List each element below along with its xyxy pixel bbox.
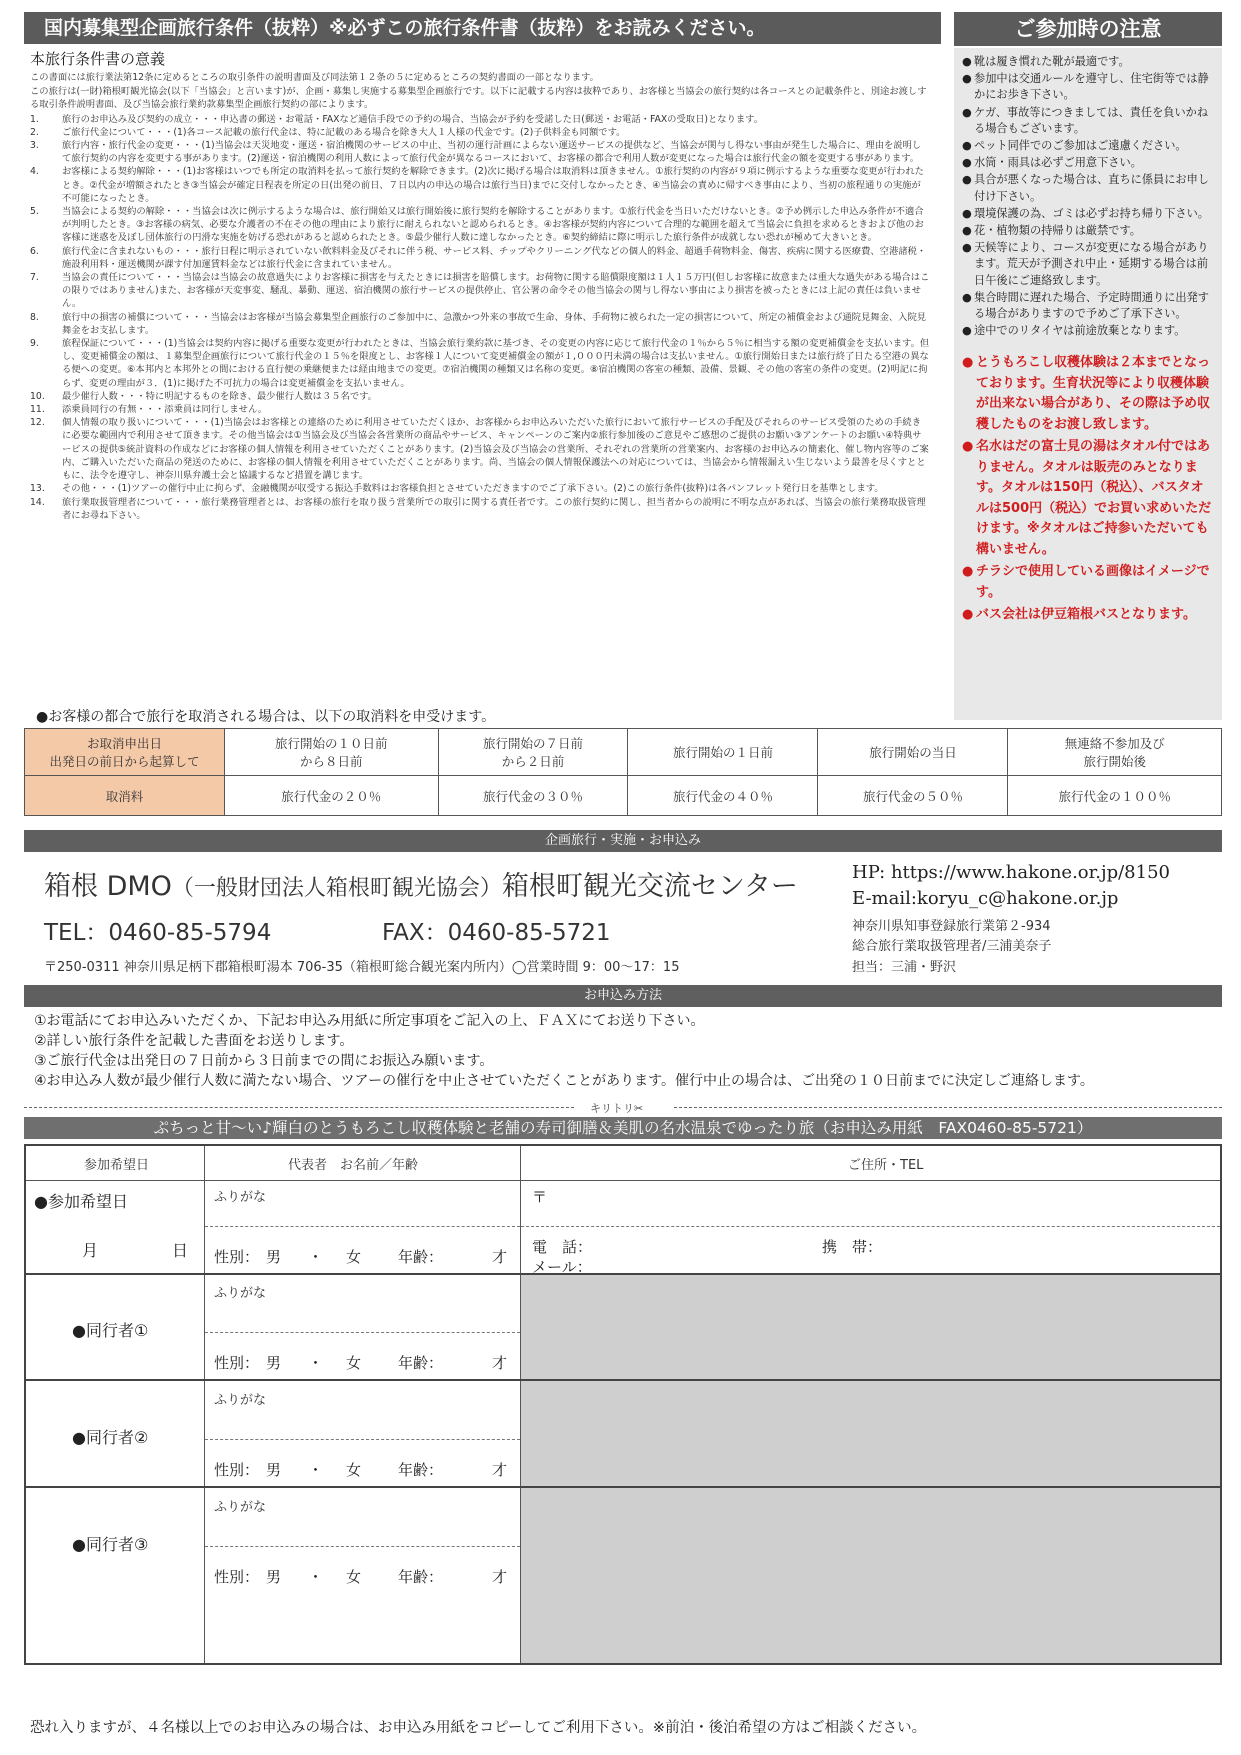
note-item [962, 155, 1216, 171]
address-blank [521, 1274, 1220, 1379]
email-label: メール： [532, 1258, 592, 1276]
cancel-period-cell [628, 729, 818, 776]
organizer-manager: 総合旅行業取扱管理者/三浦美奈子 [852, 939, 1052, 954]
terms-item-number: 2. [30, 126, 39, 138]
cut-line [24, 1100, 1222, 1114]
month-label: 月 [82, 1241, 99, 1260]
cancel-header-cell [25, 729, 225, 776]
terms-item [30, 139, 930, 165]
gender-female: 女 [346, 1354, 362, 1372]
gender-male: 男 [266, 1461, 282, 1479]
age-unit: 才 [492, 1461, 508, 1479]
age-unit: 才 [492, 1248, 508, 1266]
cancel-period: 旅行開始の７日前 [482, 736, 583, 751]
companion-label: ●同行者① [72, 1321, 149, 1340]
furigana-label: ふりがな [214, 1393, 267, 1408]
cancel-fee-cell: 旅行代金の２０％ [225, 776, 439, 816]
furigana-label: ふりがな [214, 1286, 267, 1301]
gender-separator: ・ [308, 1568, 324, 1586]
note-text: 靴は履き慣れた靴が最適です。 [974, 55, 1130, 68]
note-text: 水筒・雨具は必ずご用意下さい。 [974, 156, 1142, 170]
organizer-name [44, 864, 798, 903]
bullet-icon: ● [962, 355, 974, 371]
cancel-fee-label: 取消料 [25, 776, 225, 816]
terms-item [30, 245, 930, 271]
gender-label: 性別： [214, 1354, 260, 1372]
form-dashed-line [205, 1439, 520, 1440]
organizer-fax: FAX：0460-85-5721 [382, 920, 611, 946]
note-item [962, 138, 1216, 154]
address-blank [521, 1380, 1220, 1486]
method-bar: お申込み方法 [24, 985, 1222, 1007]
address-blank [521, 1487, 1220, 1663]
postal-mark: 〒 [532, 1188, 548, 1206]
form-divider [26, 1486, 1220, 1488]
terms-item [30, 482, 930, 495]
terms-item-text: その他・・・(1)ツアーの催行中止に拘らず、金融機関が収受する振込手数料はお客様負担とさせていただきますのでご了承下さい。(2)この旅行条件(抜粋)は各パンフレット発行日を基準とします。 [62, 483, 884, 495]
terms-item-text: 当協会による契約の解除・・・当協会は次に例示するような場合は、旅行開始又は旅行開始後に旅行契約を解除することがあります。①旅行代金を当日いただけないとき。②予め例示した申込み条件が不適合が判明したとき。③お客様の病気、必要な介護者の不在その他の理由により旅行に耐えられないと認められるとき。④お客様が契約内容について合理的な範囲を超えて当協会に負担を求めるときおよび他のお客様に迷惑を及ぼし団体旅行の円滑な実施を妨げる恐れがあると認められたとき。⑤最少催行人数に達しなかったとき。⑥契約締結に際に明示した旅行条件が成就しない恐れが極めて大きいとき。 [62, 206, 924, 244]
form-dashed-line [205, 1332, 520, 1333]
note-item [962, 240, 1216, 289]
form-divider [204, 1146, 205, 1663]
note-text: 天候等により、コースが変更になる場合があります。荒天が予測され中止・延期する場合は前日午後にご連絡致します。 [974, 241, 1209, 287]
companion-label: ●同行者③ [72, 1535, 149, 1554]
cancel-period: 旅行開始の１日前 [672, 745, 773, 760]
important-note-text: チラシで使用している画像はイメージです。 [976, 564, 1210, 600]
terms-item-number: 13. [30, 483, 45, 495]
day-label: 日 [172, 1241, 189, 1260]
terms-body [30, 50, 930, 680]
cancel-period: から８日前 [299, 754, 363, 769]
organizer-homepage: HP: https://www.hakone.or.jp/8150 [852, 862, 1170, 883]
terms-item-text: 旅行内容・旅行代金の変更・・・(1)当協会は天災地変・運送・宿泊機関のサービスの中止、当初の運行計画によらない運送サービスの提供など、当協会が関与し得ない事由が発生した場合に、理由を説明して旅行契約の内容を変更する事があります。(2)運送・宿泊機関の利用人数によって旅行代金が異なるコースにおいて、お客様の都合で利用人数が変更になった場合は旅行代金の額を変更する事があります。 [62, 140, 922, 165]
bullet-icon: ● [962, 156, 972, 170]
organizer-name-b: 箱根町観光交流センター [501, 871, 798, 902]
application-form [24, 1144, 1222, 1665]
important-note-item [962, 605, 1216, 626]
cancel-period: 旅行開始後 [1083, 754, 1146, 769]
organizer-registration: 神奈川県知事登録旅行業第２-934 [852, 919, 1051, 934]
method-item: ①お電話にてお申込みいただくか、下記お申込み用紙に所定事項をご記入の上、ＦＡＸにてお送り下さい。 [34, 1013, 705, 1029]
form-divider [26, 1273, 1220, 1275]
gender-male: 男 [266, 1354, 282, 1372]
important-note-text: バス会社は伊豆箱根バスとなります。 [976, 607, 1196, 623]
gender-separator: ・ [308, 1248, 324, 1266]
cancel-period-cell [225, 729, 439, 776]
bullet-icon: ● [962, 290, 972, 304]
organizer-tel: TEL：0460-85-5794 [44, 920, 272, 946]
age-label: 年齢： [398, 1568, 444, 1586]
terms-item-number: 10. [30, 390, 45, 402]
terms-item [30, 496, 930, 522]
phone-label: 電 話： [532, 1238, 593, 1256]
cut-dash [24, 1107, 574, 1108]
cancel-fee-cell: 旅行代金の１００％ [1008, 776, 1222, 816]
terms-item-number: 5. [30, 206, 39, 218]
age-unit: 才 [492, 1354, 508, 1372]
terms-item-text: ご旅行代金について・・・(1)各コース記載の旅行代金は、特に記載のある場合を除き大人１人様の代金です。(2)子供料金も同額です。 [62, 126, 626, 138]
gender-male: 男 [266, 1568, 282, 1586]
note-item [962, 71, 1216, 103]
method-item: ②詳しい旅行条件を記載した書面をお送りします。 [34, 1033, 354, 1049]
terms-item-text: お客様による契約解除・・・(1)お客様はいつでも所定の取消料を払って旅行契約を解除できます。(2)次に掲げる場合は取消料は頂きません。①旅行契約の内容が９項に例示するような重要な変更が行われたとき。②代金が増額されたとき③当協会が確定日程表を所定の日(出発の前日、７日以内の申込の場合は旅行当日)までに交付しなかったとき、④当協会の責めに帰すべき事由により、当初の旅程通りの実施が不可能になったとき。 [62, 166, 924, 204]
gender-female: 女 [346, 1461, 362, 1479]
note-item [962, 105, 1216, 137]
method-item: ③ご旅行代金は出発日の７日前から３日前までの間にお振込み願います。 [34, 1053, 494, 1069]
note-text: ケガ、事故等につきましては、責任を負いかねる場合もございます。 [974, 105, 1209, 135]
cut-label: キリトリ✂ [584, 1100, 649, 1116]
organizer-bar: 企画旅行・実施・お申込み [24, 830, 1222, 852]
furigana-label: ふりがな [214, 1190, 267, 1205]
bullet-icon: ● [962, 324, 972, 338]
notes-panel [954, 48, 1222, 720]
organizer-email: E-mail:koryu_c@hakone.or.jp [852, 888, 1119, 909]
terms-item [30, 416, 930, 482]
gender-separator: ・ [308, 1461, 324, 1479]
important-note-text: 名水はだの富士見の湯はタオル付ではありません。タオルは販売のみとなります。タオルは150円（税込）、バスタオルは500円（税込）でお買い求めいただけます。※タオルはご持参いただいても構いません。 [976, 439, 1212, 557]
important-notes [962, 353, 1216, 626]
terms-item-text: 当協会の責任について・・・当協会は当協会の故意過失によりお客様に損害を与えたときには損害を賠償します。お荷物に関する賠償限度額は１人１５万円(但しお客様に故意または重大な過失がある場合はこの限りではありません)また、お客様が天変事変、騒乱、暴動、運送、宿泊機関の旅行サービスの提供停止、官公署の命令その他当協会の関与し得ない事由により損害を被ったときには上記の責任は負いません。 [62, 272, 930, 310]
furigana-label: ふりがな [214, 1500, 267, 1515]
terms-item-number: 9. [30, 338, 39, 350]
terms-item-number: 12. [30, 417, 45, 429]
mobile-label: 携 帯： [822, 1238, 883, 1256]
form-col-address: ご住所・TEL [848, 1158, 924, 1173]
note-text: 集合時間に遅れた場合、予定時間通りに出発する場合がありますので予めご了承下さい。 [974, 290, 1209, 321]
gender-female: 女 [346, 1248, 362, 1266]
cancel-period-cell [1008, 729, 1222, 776]
note-item [962, 290, 1216, 322]
form-divider [26, 1180, 1220, 1181]
terms-item [30, 271, 930, 311]
form-col-name: 代表者 お名前／年齢 [288, 1158, 419, 1173]
form-col-date: 参加希望日 [84, 1158, 150, 1173]
terms-item-text: 旅行中の損害の補償について・・・当協会はお客様が当協会募集型企画旅行のご参加中に、急激かつ外来の事故で生命、身体、手荷物に被られた一定の損害について、所定の補償金および通院見舞金、入院見舞金をお支払します。 [62, 311, 927, 336]
bullet-icon: ● [962, 224, 972, 238]
note-text: ペット同伴でのご参加はご遠慮ください。 [974, 139, 1187, 153]
terms-item-text: 添乗員同行の有無・・・添乗員は同行しません。 [62, 404, 268, 416]
terms-item [30, 337, 930, 390]
bullet-icon: ● [962, 439, 974, 455]
age-label: 年齢： [398, 1461, 444, 1479]
note-item [962, 54, 1216, 70]
note-text: 途中でのリタイヤは前途放棄となります。 [974, 324, 1186, 338]
note-text: 参加中は交通ルールを遵守し、住宅街等では静かにお歩き下さい。 [974, 72, 1209, 102]
cancel-header-label: 出発日の前日から起算して [49, 754, 200, 769]
form-divider [520, 1146, 521, 1663]
terms-header: 国内募集型企画旅行条件（抜粋）※必ずこの旅行条件書（抜粋）をお読みください。 [24, 12, 941, 44]
cancel-period: 無連絡不参加及び [1064, 736, 1165, 751]
age-unit: 才 [492, 1568, 508, 1586]
note-item [962, 223, 1216, 239]
bullet-icon: ● [962, 173, 972, 187]
companion-label: ●同行者② [72, 1428, 149, 1447]
preferred-date-label: ●参加希望日 [34, 1192, 128, 1211]
method-item: ④お申込み人数が最少催行人数に満たない場合、ツアーの催行を中止させていただくことがあります。催行中止の場合は、ご出発の１０日前までに決定しご連絡します。 [34, 1073, 1094, 1089]
important-note-text: とうもろこし収穫体験は２本までとなっております。生育状況等により収穫体験が出来ない場合があり、その際は予め収穫したものをお渡し致します。 [976, 355, 1211, 432]
terms-item-text: 最少催行人数・・・特に明記するものを除き、最少催行人数は３５名です。 [62, 390, 377, 402]
age-label: 年齢： [398, 1354, 444, 1372]
terms-item [30, 126, 930, 139]
bullet-icon: ● [962, 55, 972, 68]
important-note-item [962, 437, 1216, 560]
form-dashed-line [521, 1226, 1220, 1227]
cancel-header-label: お取消申出日 [86, 736, 162, 751]
terms-item-number: 3. [30, 140, 39, 152]
terms-item [30, 403, 930, 416]
method-list [34, 1011, 1214, 1091]
notes-header: ご参加時の注意 [954, 12, 1222, 46]
note-text: 花・植物類の持帰りは厳禁です。 [974, 224, 1141, 238]
terms-item-text: 旅行代金に含まれないもの・・・旅行日程に明示されていない飲料料金及びそれに伴う税、サービス料、チップやクリーニング代などの個人的料金、超過手荷物料金、傷害、疾病に関する医療費、空港諸税・施設利用料・運送機関が課す付加運賃料金などは旅行代金に含まれていません。 [62, 245, 927, 270]
terms-item-text: 個人情報の取り扱いについて・・・(1)当協会はお客様との連絡のために利用させていただくほか、お客様からお申込みいただいた旅行において旅行サービスの手配及びそれらのサービス受領のための手続きに必要な範囲内で利用させて頂きます。その他当協会は①当協会及び当協会各営業所の商品やサービス、キャンペーンのご案内②旅行参加後のご意見やご感想のご提供のお願い③アンケートのお願い④特典サービスの提供⑤統計資料の作成などにお客様の個人情報を利用させていただくことがあります。(2)当協会及び当協会の営業所、それぞれの営業所の営業案内、お客様のお申込みの簡素化、催し物内容等のご案内、ご購入いただいた商品の発送のために、お客様の個人情報を利用させていただくことがあります。尚、当協会の個人情報保護法への対応については、当協会から情報漏えい生じないよう最善を尽くすとともに、法令を遵守し、神奈川県弁護士会と協議するなど措置を講じます。 [62, 417, 929, 482]
terms-item-number: 8. [30, 311, 39, 323]
note-item [962, 172, 1216, 204]
form-dashed-line [205, 1546, 520, 1547]
bullet-icon: ● [962, 105, 972, 119]
terms-item [30, 311, 930, 337]
note-text: 具合が悪くなった場合は、直ちに係員にお申し付け下さい。 [974, 173, 1209, 203]
footer-note: 恐れ入りますが、４名様以上でのお申込みの場合は、お申込み用紙をコピーしてご利用下さい。※前泊・後泊希望の方はご相談ください。 [30, 1720, 927, 1736]
terms-item-number: 14. [30, 496, 45, 508]
terms-item-number: 7. [30, 272, 39, 284]
cancel-fee-cell: 旅行代金の３０％ [438, 776, 628, 816]
organizer-staff: 担当：三浦・野沢 [852, 960, 957, 975]
form-title: ぷちっと甘〜い♪輝白のとうもろこし収穫体験と老舗の寿司御膳＆美肌の名水温泉でゆったり旅（お申込み用紙 FAX0460-85-5721） [24, 1117, 1222, 1139]
cancel-period: 旅行開始の当日 [869, 745, 957, 760]
note-item [962, 206, 1216, 222]
organizer-name-paren: （一般財団法人箱根町観光協会） [171, 876, 502, 901]
cancel-period-cell [818, 729, 1008, 776]
terms-item-number: 11. [30, 404, 45, 416]
organizer-name-a: 箱根 DMO [44, 871, 172, 902]
important-note-item [962, 353, 1216, 435]
terms-intro-line: この書面には旅行業法第12条に定めるところの取引条件の説明書面及び同法第１２条の５に定めるところの契約書面の一部となります。 [30, 72, 599, 83]
gender-label: 性別： [214, 1461, 260, 1479]
bullet-icon: ● [962, 139, 972, 153]
age-label: 年齢： [398, 1248, 444, 1266]
form-dashed-line [205, 1226, 520, 1227]
terms-intro-title: 本旅行条件書の意義 [30, 50, 166, 68]
terms-item-number: 1. [30, 113, 39, 125]
gender-label: 性別： [214, 1248, 260, 1266]
cancel-period-cell [438, 729, 628, 776]
terms-item [30, 165, 930, 205]
terms-item [30, 113, 930, 126]
terms-item-number: 6. [30, 245, 39, 257]
terms-item [30, 205, 930, 245]
table-row [25, 729, 1222, 776]
gender-label: 性別： [214, 1568, 260, 1586]
terms-item-text: 旅程保証について・・・(1)当協会は契約内容に掲げる重要な変更が行われたときは、当協会旅行業約款に基づき、その変更の内容に応じて旅行代金の１％から５％に相当する額の変更補償金を支払います。但し、変更補償金の額は、１募集型企画旅行について旅行代金の１５％を限度とし、お客様１人について変更補償金の額が１,０００円未満の場合は支払いません。①旅行開始日または旅行終了日たる空港の異なる便への変更。⑥本邦内と本邦外との間における直行便の乗継便または経由地までの変更。⑦宿泊機関の種類又は名称の変更。⑧宿泊機関の客室の種類、設備、景観、その他の客室の条件の変更。(2)明記に拘らず、変更の理由が３．(1)に掲げた不可抗力の場合は変更補償金を支払いません。 [62, 338, 930, 389]
terms-item-number: 4. [30, 166, 39, 178]
cancel-fee-cell: 旅行代金の５０％ [818, 776, 1008, 816]
note-item [962, 323, 1216, 339]
table-row [25, 776, 1222, 816]
bullet-icon: ● [962, 241, 972, 255]
gender-separator: ・ [308, 1354, 324, 1372]
terms-item [30, 390, 930, 403]
cancel-fee-cell: 旅行代金の４０％ [628, 776, 818, 816]
terms-intro-line: この旅行は(一財)箱根町観光協会(以下「当協会」と言います)が、企画・募集し実施する募集型企画旅行です。以下に記載する内容は抜粋であり、お客様と当協会の旅行契約は各コースとの記載条件と、別途お渡しする取引条件説明書面、及び当協会旅行業約款募集型企画旅行契約の部によります。 [30, 86, 927, 111]
note-text: 環境保護の為、ゴミは必ずお持ち帰り下さい。 [974, 206, 1209, 220]
bullet-icon: ● [962, 206, 972, 220]
gender-male: 男 [266, 1248, 282, 1266]
cancel-period: から２日前 [501, 754, 565, 769]
gender-female: 女 [346, 1568, 362, 1586]
cancel-title: ●お客様の都合で旅行を取消される場合は、以下の取消料を申受けます。 [36, 709, 496, 725]
cancel-period: 旅行開始の１０日前 [274, 736, 388, 751]
cut-dash [674, 1107, 1222, 1108]
important-note-item [962, 562, 1216, 603]
bullet-icon: ● [962, 564, 974, 580]
bullet-icon: ● [962, 607, 974, 623]
cancel-fee-table [24, 728, 1222, 816]
terms-item-text: 旅行業取扱管理者について・・・旅行業務管理者とは、お客様の旅行を取り扱う営業所での取引に関する責任者です。この旅行契約に関し、担当者からの説明に不明な点があれば、当協会の旅行業務取扱管理者にお尋ね下さい。 [62, 496, 926, 521]
form-divider [26, 1379, 1220, 1381]
bullet-icon: ● [962, 72, 972, 86]
terms-item-text: 旅行のお申込み及び契約の成立・・・申込書の郵送・お電話・FAXなど通信手段での予約の場合、当協会が予約を受諾した日(郵送・お電話・FAXの受取日)となります。 [62, 113, 764, 125]
organizer-address: 〒250-0311 神奈川県足柄下郡箱根町湯本 706-35（箱根町総合観光案内所内）◯営業時間 9：00〜17：15 [44, 960, 680, 975]
